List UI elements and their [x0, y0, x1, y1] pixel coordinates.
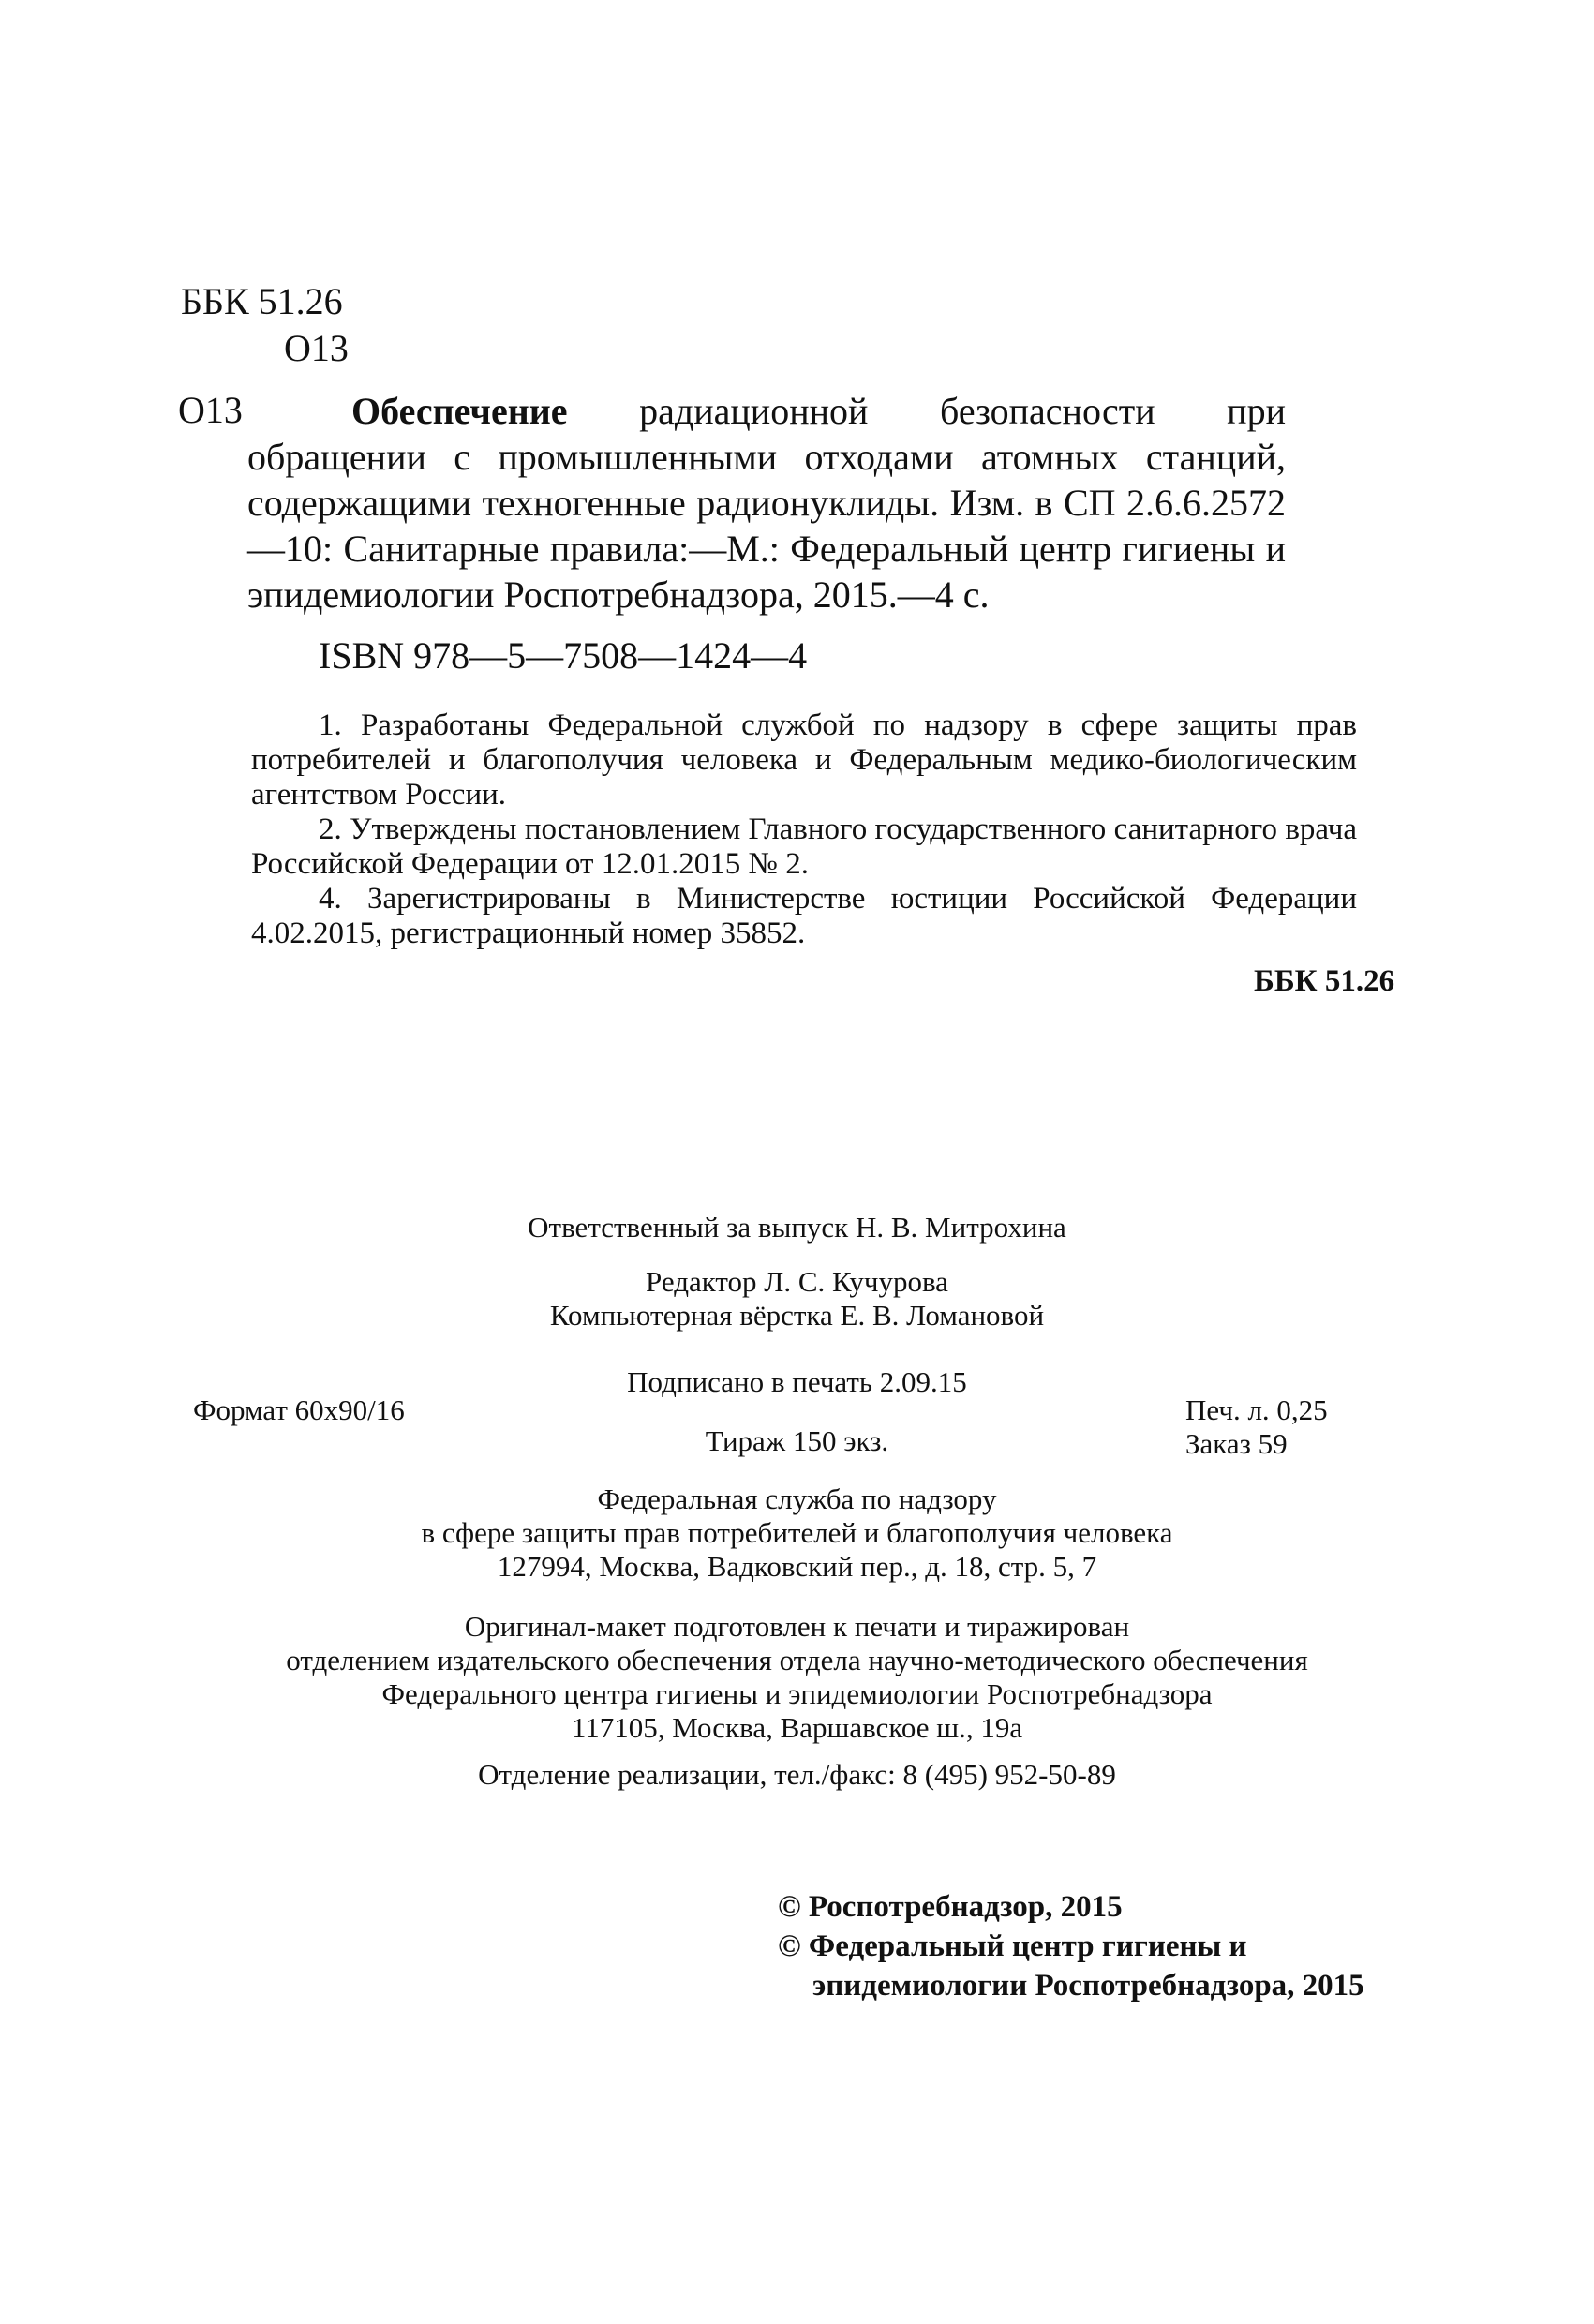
copyright-line: © Роспотребнадзор, 2015 [778, 1890, 1123, 1924]
signed-for-print: Подписано в печать 2.09.15 [627, 1365, 967, 1398]
original-line: Федерального центра гигиены и эпидемиологии Роспотребнадзора [381, 1677, 1213, 1710]
publisher-address: 127994, Москва, Вадковский пер., д. 18, стр. 5, 7 [497, 1550, 1097, 1583]
responsible-person: Ответственный за выпуск Н. В. Митрохина [528, 1211, 1066, 1244]
editor: Редактор Л. С. Кучурова [646, 1265, 948, 1298]
editor-block [0, 1265, 1594, 1333]
original-line: Оригинал-макет подготовлен к печати и тиражирован [464, 1610, 1130, 1643]
isbn: ISBN 978—5—7508—1424—4 [319, 634, 808, 677]
original-layout-block [0, 1610, 1594, 1745]
bibliographic-entry [177, 388, 1356, 618]
author-mark-entry: О13 [178, 389, 243, 431]
copyright-line: эпидемиологии Роспотребнадзора, 2015 [812, 1969, 1364, 2003]
entry-title-rest: радиационной безопасности при обращении с промышленными отходами атомных станций, содержащими техногенные радионуклиды. Изм. в СП 2.6.6.2572—10: Санитарные правила:—М.: Федеральный центр гигиены и эпидемиологии Роспотребнадзора, 2015.—4 с. [247, 390, 1286, 616]
sales-contact: Отделение реализации, тел./факс: 8 (495) 952-50-89 [478, 1758, 1116, 1791]
note-registered: 4. Зарегистрированы в Министерстве юстиции Российской Федерации 4.02.2015, регистрационный номер 35852. [251, 882, 1357, 950]
bbk-index-right: ББК 51.26 [1254, 964, 1395, 998]
publisher-line: в сфере защиты прав потребителей и благополучия человека [421, 1516, 1173, 1549]
note-approved: 2. Утверждены постановлением Главного государственного санитарного врача Российской Федерации от 12.01.2015 № 2. [251, 812, 1357, 881]
note-developed: 1. Разработаны Федеральной службой по надзору в сфере защиты прав потребителей и благополучия человека и Федеральным медико-биологическим агентством России. [251, 708, 1357, 812]
entry-title-bold: Обеспечение [351, 390, 568, 432]
author-mark-top: О13 [284, 327, 349, 369]
publisher-block [0, 1482, 1594, 1584]
layout-designer: Компьютерная вёрстка Е. В. Ломановой [549, 1299, 1045, 1332]
bbk-index-top: ББК 51.26 [181, 280, 343, 322]
publisher-line: Федеральная служба по надзору [597, 1482, 997, 1515]
original-address: 117105, Москва, Варшавское ш., 19а [571, 1711, 1023, 1744]
printed-sheets: Печ. л. 0,25 [1185, 1393, 1328, 1426]
original-line: отделением издательского обеспечения отдела научно-методического обеспечения [286, 1644, 1308, 1676]
circulation: Тираж 150 экз. [705, 1424, 889, 1457]
approval-notes [251, 708, 1357, 951]
order-number: Заказ 59 [1185, 1427, 1288, 1460]
paper-format: Формат 60х90/16 [193, 1393, 405, 1426]
copyright-line: © Федеральный центр гигиены и [778, 1929, 1247, 1963]
